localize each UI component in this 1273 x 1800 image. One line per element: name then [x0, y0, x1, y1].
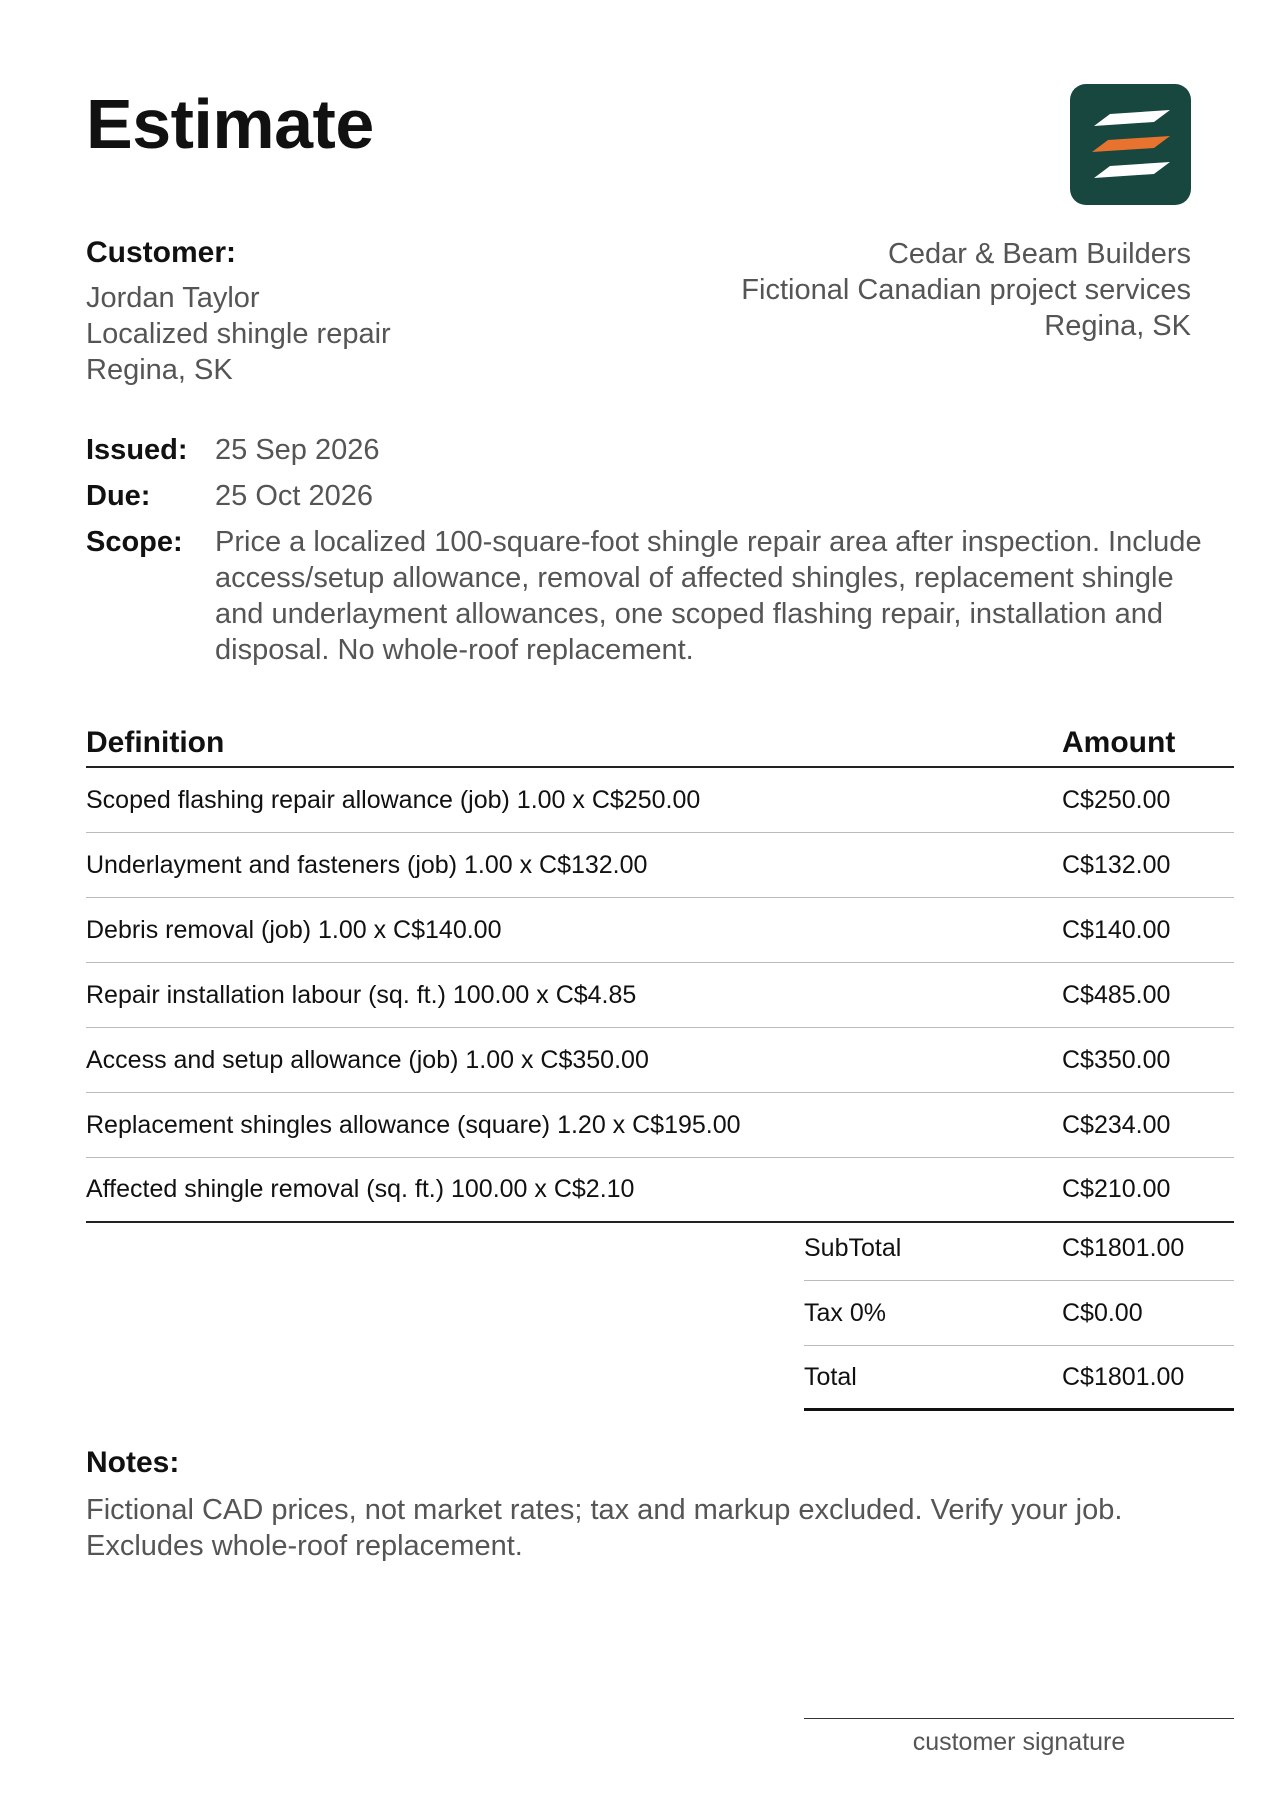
due-row	[86, 478, 1225, 514]
tax-label: Tax 0%	[804, 1298, 886, 1327]
table-row	[86, 1093, 1234, 1158]
scope-row	[86, 524, 1225, 668]
issued-row	[86, 432, 1225, 468]
row-amount: C$234.00	[1062, 1110, 1171, 1139]
row-definition: Access and setup allowance (job) 1.00 x C$350.00	[86, 1045, 649, 1074]
company-tagline: Fictional Canadian project services	[741, 274, 1191, 306]
row-amount: C$485.00	[1062, 980, 1171, 1009]
definition-header: Definition	[86, 726, 225, 759]
issued-date: 25 Sep 2026	[215, 434, 380, 466]
company-logo	[1070, 84, 1191, 205]
row-amount: C$140.00	[1062, 915, 1171, 944]
notes-line-1: Fictional CAD prices, not market rates; tax and markup excluded. Verify your job.	[86, 1494, 1123, 1526]
table-row	[86, 768, 1234, 833]
customer-name: Jordan Taylor	[86, 282, 260, 314]
row-amount: C$132.00	[1062, 850, 1171, 879]
table-row	[86, 833, 1234, 898]
table-row	[86, 963, 1234, 1028]
total-label: Total	[804, 1362, 857, 1391]
customer-label: Customer:	[86, 236, 237, 269]
total-row	[804, 1346, 1234, 1411]
total-value: C$1801.00	[1062, 1362, 1185, 1391]
layered-stripes-logo-icon	[1070, 84, 1191, 205]
subtotal-label: SubTotal	[804, 1233, 902, 1262]
subtotal-row	[804, 1216, 1234, 1281]
row-amount: C$250.00	[1062, 785, 1171, 814]
table-row	[86, 1158, 1234, 1223]
subtotal-value: C$1801.00	[1062, 1233, 1185, 1262]
table-header	[86, 720, 1234, 768]
row-amount: C$210.00	[1062, 1175, 1171, 1203]
amount-header: Amount	[1062, 726, 1176, 759]
issued-label: Issued:	[86, 434, 188, 466]
row-definition: Replacement shingles allowance (square) 1.20 x C$195.00	[86, 1110, 741, 1139]
due-label: Due:	[86, 480, 151, 512]
company-location: Regina, SK	[1044, 310, 1191, 342]
customer-location: Regina, SK	[86, 354, 233, 386]
notes-block	[86, 1446, 1236, 1564]
scope-text: Price a localized 100-square-foot shingle repair area after inspection. Include access/setup allowance, removal of affected shingles, replacement shingle and underlayment allowances, one scoped flashing repair, installation and disposal. No whole-roof replacement.	[215, 526, 1202, 666]
estimate-meta	[86, 432, 1225, 678]
company-block	[741, 236, 1191, 344]
notes-line-2: Excludes whole-roof replacement.	[86, 1530, 523, 1562]
signature-line	[804, 1718, 1234, 1719]
scope-label: Scope:	[86, 526, 183, 558]
row-definition: Scoped flashing repair allowance (job) 1.00 x C$250.00	[86, 785, 701, 814]
totals-block	[804, 1216, 1234, 1411]
tax-row	[804, 1281, 1234, 1346]
due-date: 25 Oct 2026	[215, 480, 373, 512]
page-title: Estimate	[86, 85, 374, 163]
row-definition: Underlayment and fasteners (job) 1.00 x C$132.00	[86, 850, 648, 879]
row-amount: C$350.00	[1062, 1045, 1171, 1074]
tax-value: C$0.00	[1062, 1298, 1143, 1327]
notes-label: Notes:	[86, 1446, 180, 1479]
customer-project: Localized shingle repair	[86, 318, 391, 350]
table-row	[86, 1028, 1234, 1093]
table-row	[86, 898, 1234, 963]
customer-block	[86, 236, 391, 388]
signature-label: customer signature	[912, 1728, 1126, 1756]
row-definition: Affected shingle removal (sq. ft.) 100.00 x C$2.10	[86, 1175, 635, 1203]
line-items-table	[86, 720, 1234, 1223]
company-name: Cedar & Beam Builders	[887, 238, 1191, 270]
row-definition: Repair installation labour (sq. ft.) 100.00 x C$4.85	[86, 980, 637, 1009]
row-definition: Debris removal (job) 1.00 x C$140.00	[86, 915, 502, 944]
